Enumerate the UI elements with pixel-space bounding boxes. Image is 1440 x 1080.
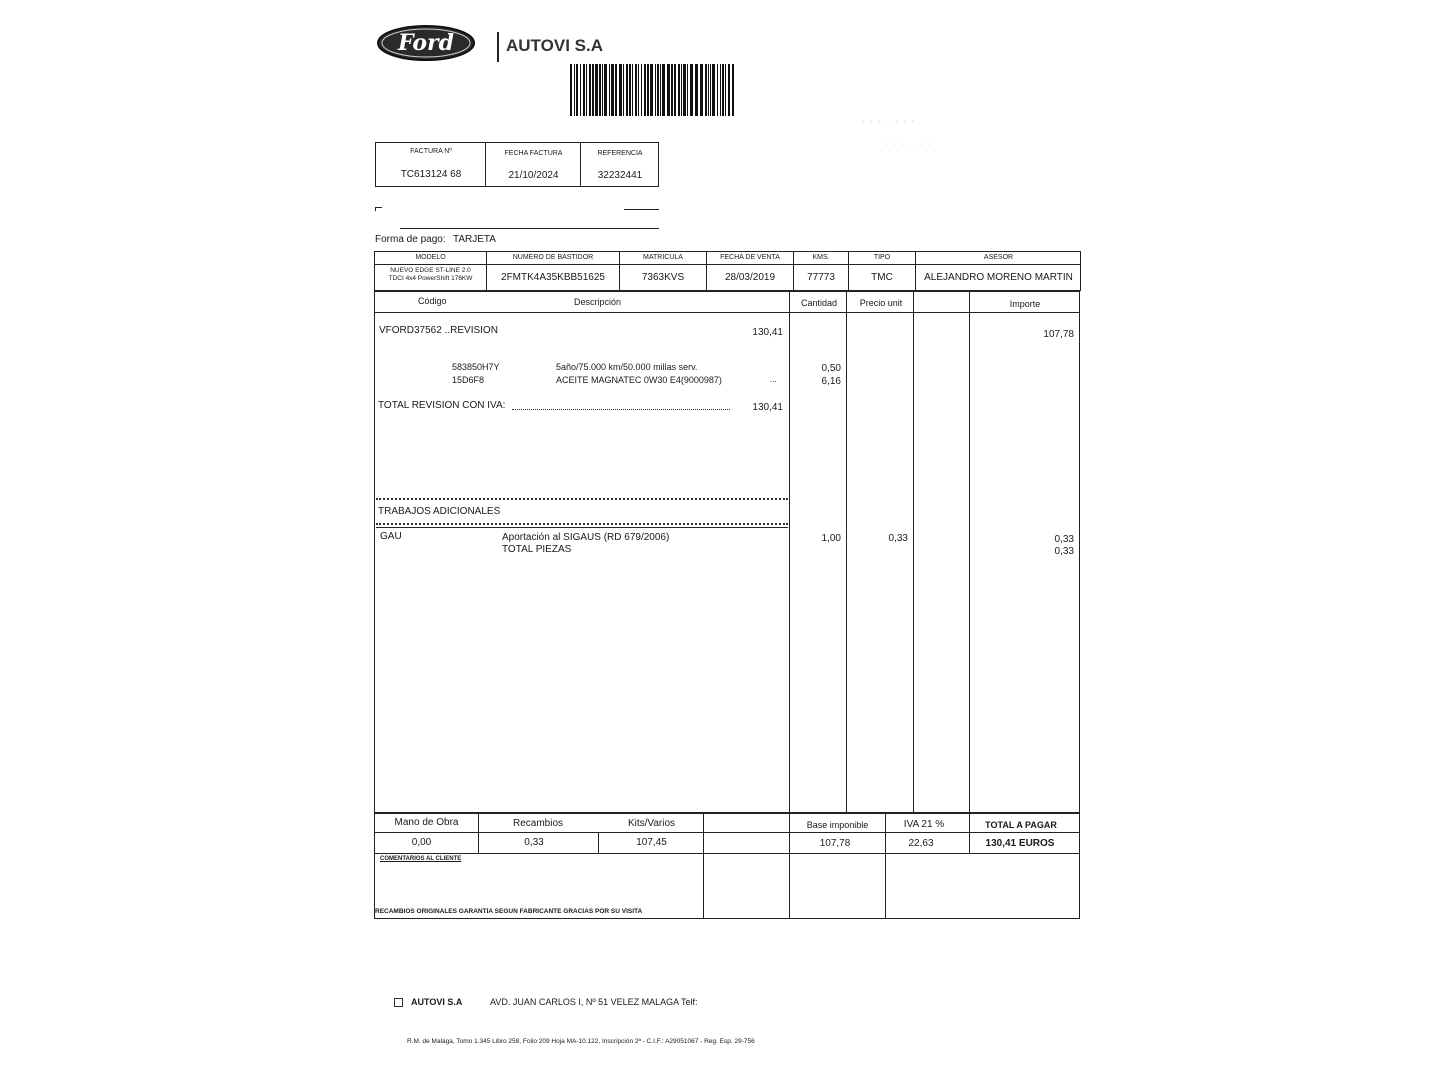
revision-amount: 130,41 (752, 327, 783, 338)
mano-obra-label: Mano de Obra (394, 817, 459, 828)
revision-total-label: TOTAL REVISION CON IVA: (378, 400, 506, 411)
revision-importe: 107,78 (1043, 329, 1074, 340)
col-header-precio: Precio unit (859, 298, 903, 308)
vehicle-header-matricula: MATRICULA (643, 254, 683, 261)
iva-value: 22,63 (908, 838, 934, 849)
lines-header-rule (374, 312, 1080, 313)
base-value: 107,78 (819, 838, 851, 849)
payment-label: Forma de pago: (375, 234, 446, 245)
vehicle-header-fecha-venta: FECHA DE VENTA (720, 254, 780, 261)
mano-obra-value: 0,00 (411, 837, 432, 848)
company-title: AUTOVI S.A (506, 36, 603, 55)
totals-rule (374, 853, 1080, 854)
vehicle-bastidor: 2FMTK4A35KBB51625 (501, 272, 605, 283)
barcode (570, 64, 736, 116)
footer-address: AVD. JUAN CARLOS I, Nº 51 VELEZ MALAGA Telf: (490, 997, 698, 1007)
col-header-importe: Importe (1009, 299, 1041, 309)
totals-divider (598, 833, 599, 853)
header-divider (497, 32, 499, 62)
fecha-factura-value: 21/10/2024 (508, 170, 559, 181)
revision-item-code: 583850H7Y (452, 362, 500, 372)
revision-total-leader (512, 409, 730, 410)
referencia-label: REFERENCIA (597, 150, 643, 157)
vehicle-header-asesor: ASESOR (983, 254, 1014, 261)
trabajos-title: TRABAJOS ADICIONALES (378, 506, 501, 517)
trabajos-code: GAU (380, 531, 402, 542)
vehicle-kms: 77773 (807, 272, 835, 283)
footer-company: AUTOVI S.A (411, 997, 463, 1007)
lines-col-divider (846, 291, 847, 813)
vehicle-tipo: TMC (871, 272, 893, 283)
trabajos-precio: 0,33 (888, 533, 908, 544)
total-pagar-value: 130,41 EUROS (985, 838, 1055, 849)
revision-item-dots: ... (770, 375, 777, 384)
faint-mark: · · · · · · · (862, 118, 916, 125)
revision-item-code: 15D6F8 (452, 375, 485, 385)
recambios-value: 0,33 (524, 837, 544, 848)
revision-item-desc: ACEITE MAGNATEC 0W30 E4(9000987) (556, 375, 722, 385)
vehicle-asesor: ALEJANDRO MORENO MARTIN (924, 272, 1073, 283)
revision-code: VFORD37562 ..REVISION (379, 325, 498, 336)
revision-item-qty: 6,16 (821, 376, 841, 387)
comments-footer-note: RECAMBIOS ORIGINALES GARANTIA SEGUN FABRICANTE GRACIAS POR SU VISITA (375, 908, 643, 915)
vehicle-header-kms: KMS. (812, 254, 830, 261)
vehicle-modelo-line2: TDCI 4x4 PowerShift 176KW (388, 275, 473, 282)
vehicle-header-rule (374, 264, 1081, 265)
payment-value: TARJETA (453, 234, 496, 245)
vehicle-header-modelo: MODELO (415, 254, 446, 261)
address-line (400, 228, 659, 229)
ford-logo (376, 24, 476, 62)
vehicle-fecha-venta: 28/03/2019 (724, 272, 776, 283)
trabajos-importe: 0,33 (1054, 534, 1074, 545)
totals-divider (703, 813, 704, 919)
trabajos-total-importe: 0,33 (1054, 546, 1074, 557)
col-header-codigo: Código (418, 296, 447, 306)
trabajos-rule (376, 527, 788, 528)
comments-label: COMENTARIOS AL CLIENTE (380, 856, 462, 862)
recambios-label: Recambios (512, 818, 564, 829)
trabajos-total-label: TOTAL PIEZAS (502, 544, 572, 555)
totals-rule (374, 832, 1080, 833)
base-label: Base imponible (806, 820, 869, 830)
trabajos-separator-top (376, 498, 788, 500)
col-header-cantidad: Cantidad (800, 298, 838, 308)
kits-label: Kits/Varios (627, 818, 676, 829)
vehicle-matricula: 7363KVS (641, 272, 685, 283)
address-line (624, 209, 659, 210)
faint-mark: · · · · · · (886, 141, 932, 148)
logo-text: Ford (397, 30, 455, 56)
footer-registry: R.M. de Malaga, Tomo 1.345 Libro 258, Folio 209 Hoja MA-10.122, Inscripción 2ª - C.I.F.: A29051067 - Reg. Esp. 29-756 (407, 1038, 755, 1045)
referencia-value: 32232441 (597, 170, 643, 181)
trabajos-separator-bottom (376, 523, 788, 525)
col-header-descripcion: Descripción (574, 297, 622, 307)
trabajos-desc: Aportación al SIGAUS (RD 679/2006) (502, 532, 670, 543)
vehicle-header-tipo: TIPO (873, 254, 891, 261)
address-mark (375, 207, 376, 211)
fecha-factura-label: FECHA FACTURA (504, 150, 563, 157)
revision-item-qty: 0,50 (821, 363, 841, 374)
iva-label: IVA 21 % (903, 819, 945, 830)
vehicle-header-bastidor: NUMERO DE BASTIDOR (512, 254, 594, 261)
revision-item-desc: 5año/75.000 km/50.000 millas serv. (556, 362, 698, 372)
footer-checkbox-icon (394, 998, 403, 1007)
lines-col-divider (913, 291, 914, 813)
total-pagar-label: TOTAL A PAGAR (985, 820, 1057, 830)
trabajos-qty: 1,00 (821, 533, 841, 544)
factura-value: TC613124 68 (400, 169, 462, 180)
lines-col-divider (969, 291, 970, 853)
kits-value: 107,45 (636, 837, 667, 848)
revision-total-value: 130,41 (752, 402, 783, 413)
vehicle-modelo-line1: NUEVO EDGE ST-LINE 2.0 (390, 267, 471, 274)
address-mark (375, 207, 382, 208)
factura-label: FACTURA Nº (410, 148, 452, 155)
